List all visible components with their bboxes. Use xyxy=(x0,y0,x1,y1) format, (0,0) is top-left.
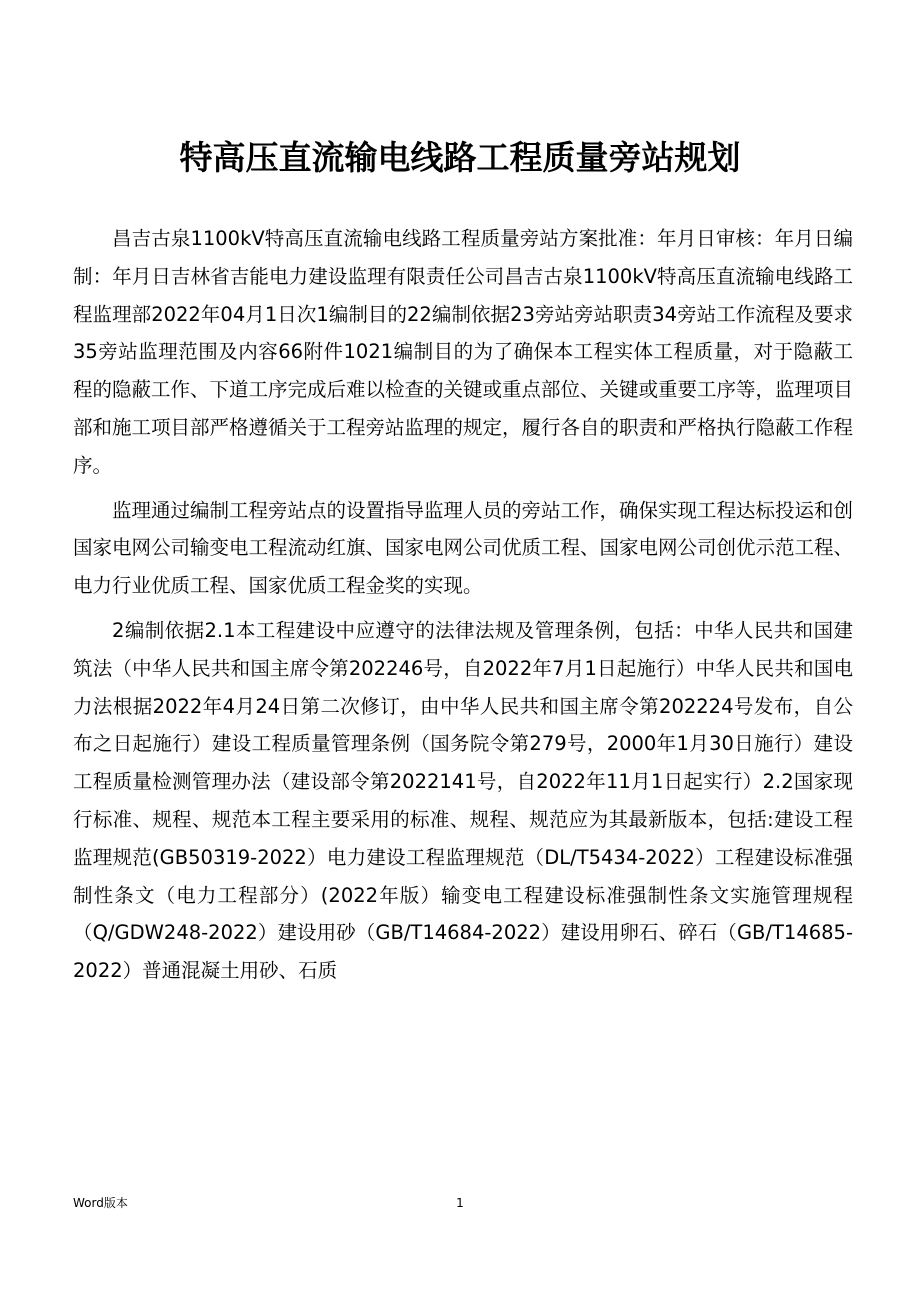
paragraph-2: 监理通过编制工程旁站点的设置指导监理人员的旁站工作，确保实现工程达标投运和创国家电网公司输变电工程流动红旗、国家电网公司优质工程、国家电网公司创优示范工程、电力行业优质工程、国家优质工程金奖的实现。 xyxy=(73,498,854,598)
footer-label: Word版本 xyxy=(73,1196,128,1210)
document-body xyxy=(73,220,853,990)
document-title: 特高压直流输电线路工程质量旁站规划 xyxy=(179,138,741,177)
paragraph-3: 2编制依据2.1本工程建设中应遵守的法律法规及管理条例，包括：中华人民共和国建筑法（中华人民共和国主席令第202246号，自2022年7月1日起施行）中华人民共和国电力法根据2022年4月24日第二次修订，由中华人民共和国主席令第202224号发布，自公布之日起施行）建设工程质量管理条例（国务院令第279号，2000年1月30日施行）建设工程质量检测管理办法（建设部令第2022141号，自2022年11月1日起实行）2.2国家现行标准、规程、规范本工程主要采用的标准、规程、规范应为其最新版本，包括:建设工程监理规范(GB50319-2022）电力建设工程监理规范（DL/T5434-2022）工程建设标准强制性条文（电力工程部分）(2022年版）输变电工程建设标准强制性条文实施管理规程（Q/GDW248-2022）建设用砂（GB/T14684-2022）建设用卵石、碎石（GB/T14685-2022）普通混凝土用砂、石质 xyxy=(73,618,853,983)
paragraph-1: 昌吉古泉1100kV特高压直流输电线路工程质量旁站方案批准：年月日审核：年月日编制：年月日吉林省吉能电力建设监理有限责任公司昌吉古泉1100kV特高压直流输电线路工程监理部2022年04月1日次1编制目的22编制依据23旁站旁站职责34旁站工作流程及要求35旁站监理范围及内容66附件1021编制目的为了确保本工程实体工程质量，对于隐蔽工程的隐蔽工作、下道工序完成后难以检查的关键或重点部位、关键或重要工序等，监理项目部和施工项目部严格遵循关于工程旁站监理的规定，履行各自的职责和严格执行隐蔽工作程序。 xyxy=(73,227,854,477)
footer-page-number: 1 xyxy=(456,1196,464,1210)
